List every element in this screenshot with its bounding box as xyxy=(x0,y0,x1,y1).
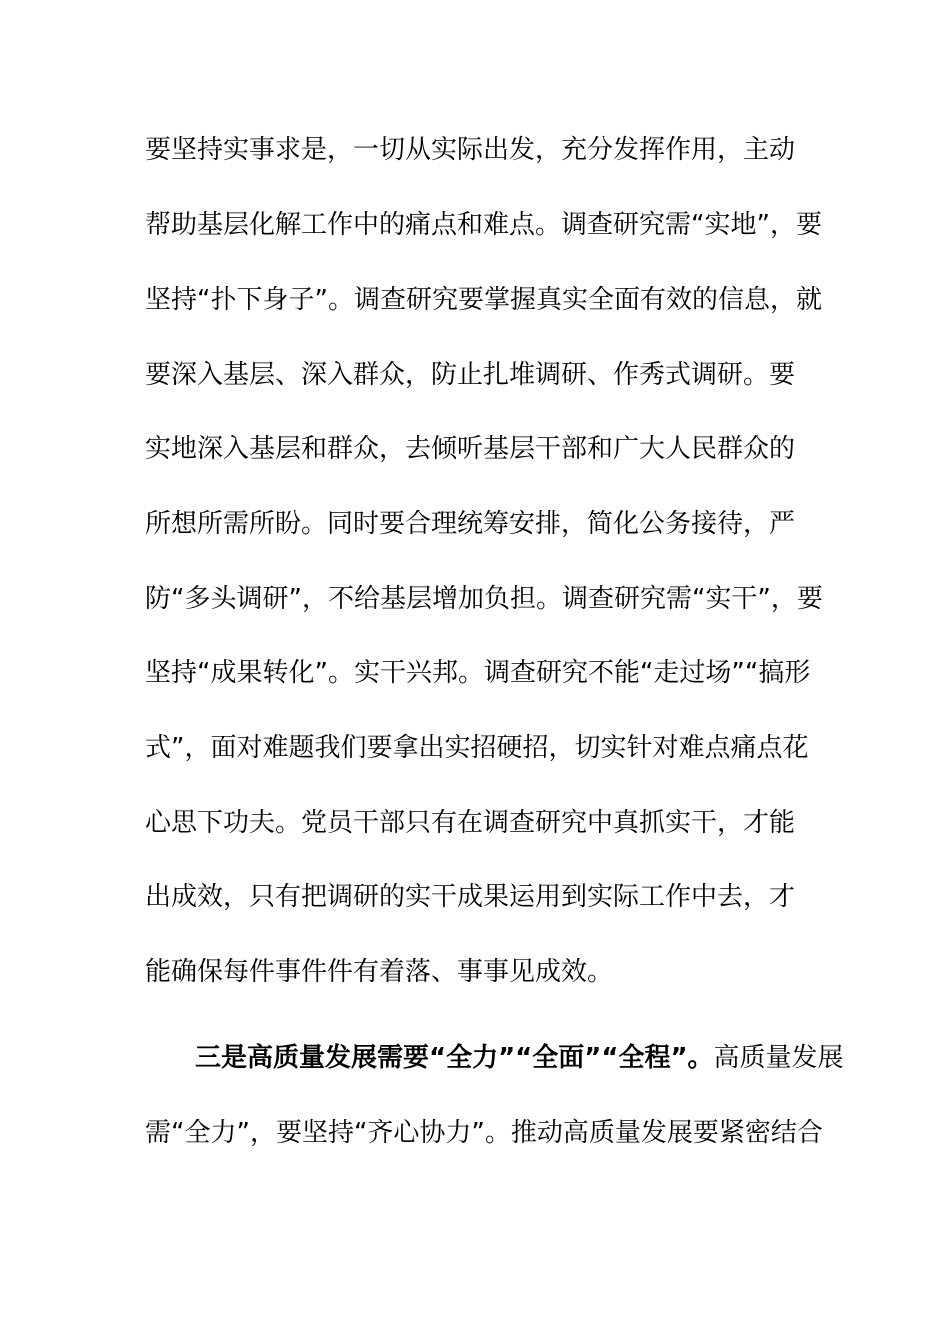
text-line: 所想所需所盼。同时要合理统筹安排，简化公务接待，严 xyxy=(145,509,796,539)
heading-line-rest: 高质量发展 xyxy=(713,1043,844,1073)
section-heading: 三是高质量发展需要“全力”“全面”“全程”。 xyxy=(195,1043,714,1073)
text-line: 需“全力”，要坚持“齐心协力”。推动高质量发展要紧密结合 xyxy=(145,1118,823,1148)
text-line: 防“多头调研”，不给基层增加负担。调查研究需“实干”，要 xyxy=(145,584,823,614)
text-line: 帮助基层化解工作中的痛点和难点。调查研究需“实地”，要 xyxy=(145,210,822,240)
text-line: 心思下功夫。党员干部只有在调查研究中真抓实干，才能 xyxy=(145,808,796,838)
text-line: 能确保每件事件件有着落、事事见成效。 xyxy=(145,957,614,987)
text-line: 坚持“扑下身子”。调查研究要掌握真实全面有效的信息，就 xyxy=(145,285,822,315)
text-line: 要坚持实事求是，一切从实际出发，充分发挥作用，主动 xyxy=(145,135,796,165)
text-line: 要深入基层、深入群众，防止扎堆调研、作秀式调研。要 xyxy=(145,360,796,390)
text-line: 式”，面对难题我们要拿出实招硬招，切实针对难点痛点花 xyxy=(145,733,809,763)
text-line: 坚持“成果转化”。实干兴邦。调查研究不能“走过场”“搞形 xyxy=(145,658,811,688)
text-line: 出成效，只有把调研的实干成果运用到实际工作中去，才 xyxy=(145,882,796,912)
paragraph-heading-line xyxy=(195,1041,844,1075)
text-line: 实地深入基层和群众，去倾听基层干部和广大人民群众的 xyxy=(145,434,796,464)
